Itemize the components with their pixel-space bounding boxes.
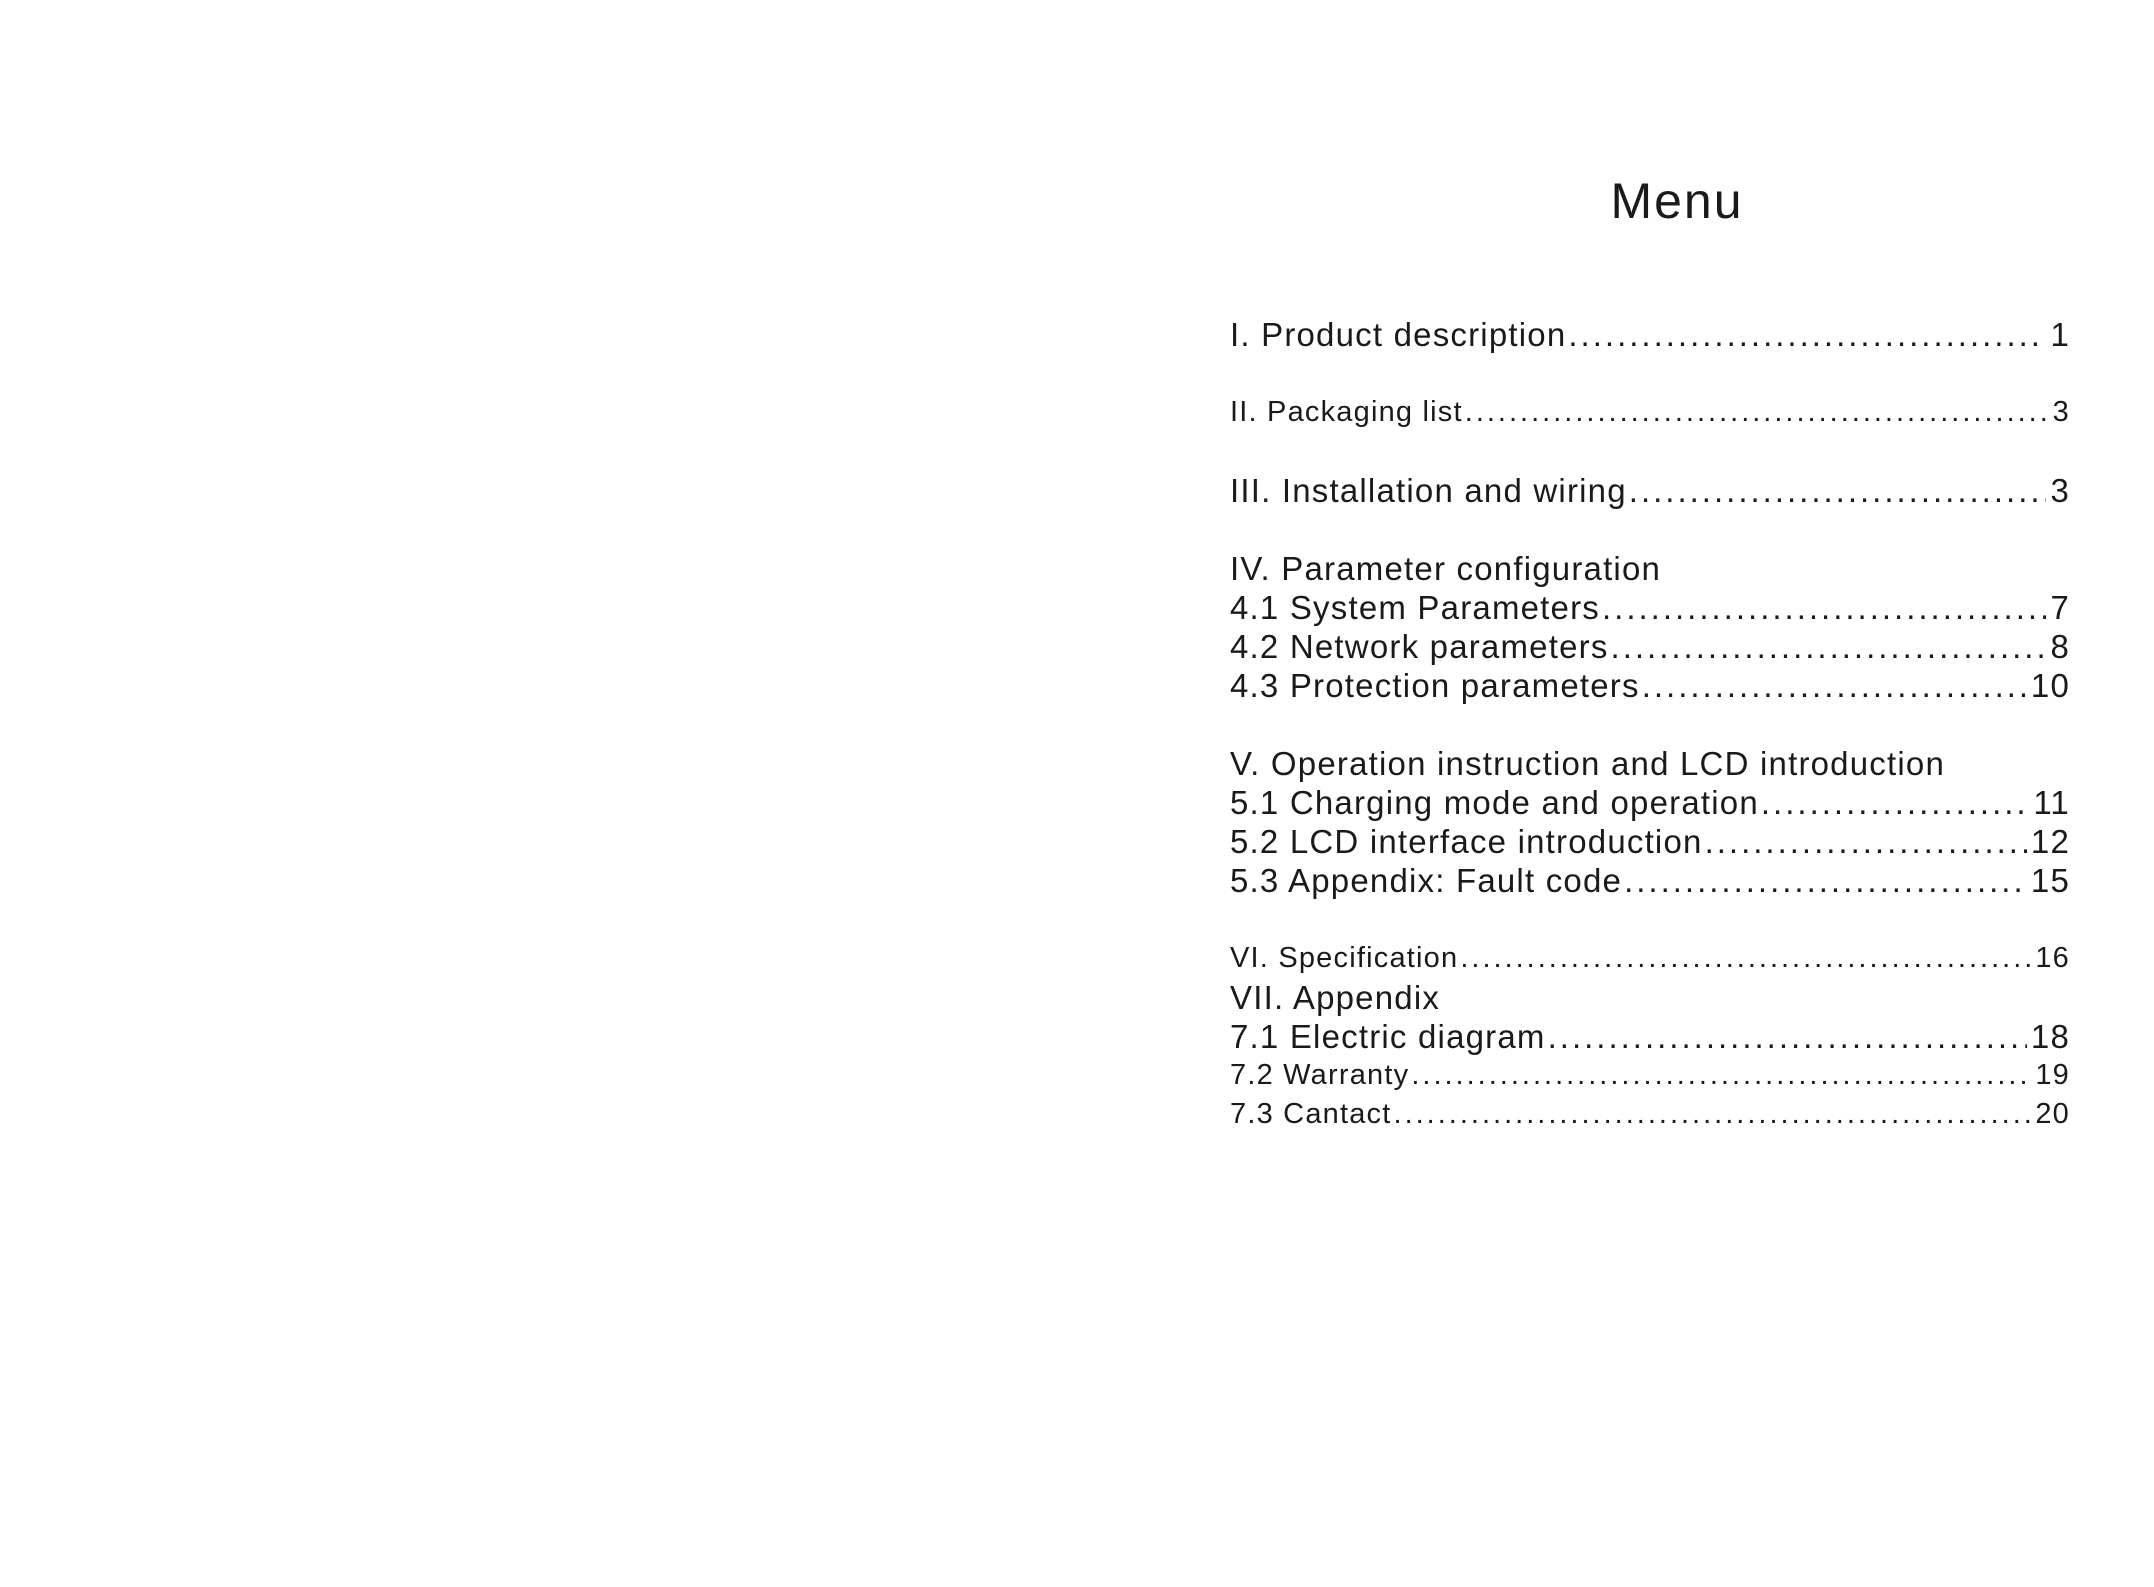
toc-section-label: VII. Appendix: [1230, 979, 1441, 1016]
toc-entry-page: 11: [2033, 784, 2070, 821]
toc-entry-label: 5.2 LCD interface introduction: [1230, 823, 1703, 860]
toc-entry-page: 16: [2035, 942, 2070, 974]
spacer: [1230, 510, 2070, 549]
toc-entry-page: 18: [2030, 1018, 2070, 1055]
toc-entry-page: 10: [2030, 667, 2070, 704]
spacer: [1230, 900, 2070, 939]
toc-section-appendix[interactable]: [1230, 978, 2070, 1017]
spacer: [1230, 432, 2070, 471]
toc-entry-label: 5.3 Appendix: Fault code: [1230, 862, 1623, 899]
spacer: [1230, 354, 2070, 393]
page-title: Menu: [1610, 173, 1744, 229]
toc-entry-packaging-list[interactable]: [1230, 393, 2070, 432]
dot-leader: [1548, 1017, 2027, 1056]
dot-leader: [1394, 1095, 2032, 1134]
toc-entry-page: 7: [2050, 589, 2070, 626]
toc-entry-label: VI. Specification: [1230, 942, 1459, 974]
toc-entry-product-description[interactable]: [1230, 315, 2070, 354]
toc-entry-label: 7.1 Electric diagram: [1230, 1018, 1546, 1055]
toc-entry-network-parameters[interactable]: [1230, 627, 2070, 666]
dot-leader: [1611, 627, 2047, 666]
toc-entry-page: 3: [2050, 472, 2070, 509]
dot-leader: [1761, 783, 2029, 822]
toc-entry-label: 4.1 System Parameters: [1230, 589, 1600, 626]
toc-entry-lcd-interface[interactable]: [1230, 822, 2070, 861]
toc-entry-label: 7.2 Warranty: [1230, 1059, 1410, 1091]
toc-entry-protection-parameters[interactable]: [1230, 666, 2070, 705]
toc-section-label: IV. Parameter configuration: [1230, 550, 1662, 587]
toc-entry-page: 3: [2052, 396, 2070, 428]
dot-leader: [1629, 471, 2047, 510]
toc-entry-system-parameters[interactable]: [1230, 588, 2070, 627]
toc-entry-charging-mode[interactable]: [1230, 783, 2070, 822]
dot-leader: [1705, 822, 2027, 861]
toc-entry-page: 15: [2030, 862, 2070, 899]
dot-leader: [1411, 1056, 2031, 1095]
toc-entry-specification[interactable]: [1230, 939, 2070, 978]
dot-leader: [1602, 588, 2046, 627]
toc-entry-page: 1: [2050, 316, 2070, 353]
toc-entry-label: 7.3 Cantact: [1230, 1098, 1392, 1130]
toc-entry-page: 8: [2050, 628, 2070, 665]
spacer: [1230, 705, 2070, 744]
right-page: [1170, 0, 2154, 1587]
toc-entry-page: 12: [2030, 823, 2070, 860]
toc-section-label: V. Operation instruction and LCD introduction: [1230, 745, 1945, 782]
table-of-contents: [1230, 315, 2070, 1134]
toc-entry-page: 19: [2035, 1059, 2070, 1091]
toc-entry-label: 5.1 Charging mode and operation: [1230, 784, 1759, 821]
toc-entry-label: III. Installation and wiring: [1230, 472, 1627, 509]
toc-entry-label: 4.2 Network parameters: [1230, 628, 1609, 665]
toc-entry-page: 20: [2035, 1098, 2070, 1130]
toc-section-parameter-configuration[interactable]: [1230, 549, 2070, 588]
toc-entry-label: I. Product description: [1230, 316, 1567, 353]
dot-leader: [1642, 666, 2027, 705]
toc-entry-label: 4.3 Protection parameters: [1230, 667, 1640, 704]
dot-leader: [1568, 315, 2046, 354]
toc-entry-warranty[interactable]: [1230, 1056, 2070, 1095]
toc-entry-contact[interactable]: [1230, 1095, 2070, 1134]
dot-leader: [1465, 393, 2049, 432]
toc-entry-installation-wiring[interactable]: [1230, 471, 2070, 510]
toc-entry-label: II. Packaging list: [1230, 396, 1463, 428]
dot-leader: [1624, 861, 2027, 900]
dot-leader: [1460, 939, 2031, 978]
toc-entry-fault-code[interactable]: [1230, 861, 2070, 900]
toc-entry-electric-diagram[interactable]: [1230, 1017, 2070, 1056]
toc-section-operation-instruction[interactable]: [1230, 744, 2070, 783]
